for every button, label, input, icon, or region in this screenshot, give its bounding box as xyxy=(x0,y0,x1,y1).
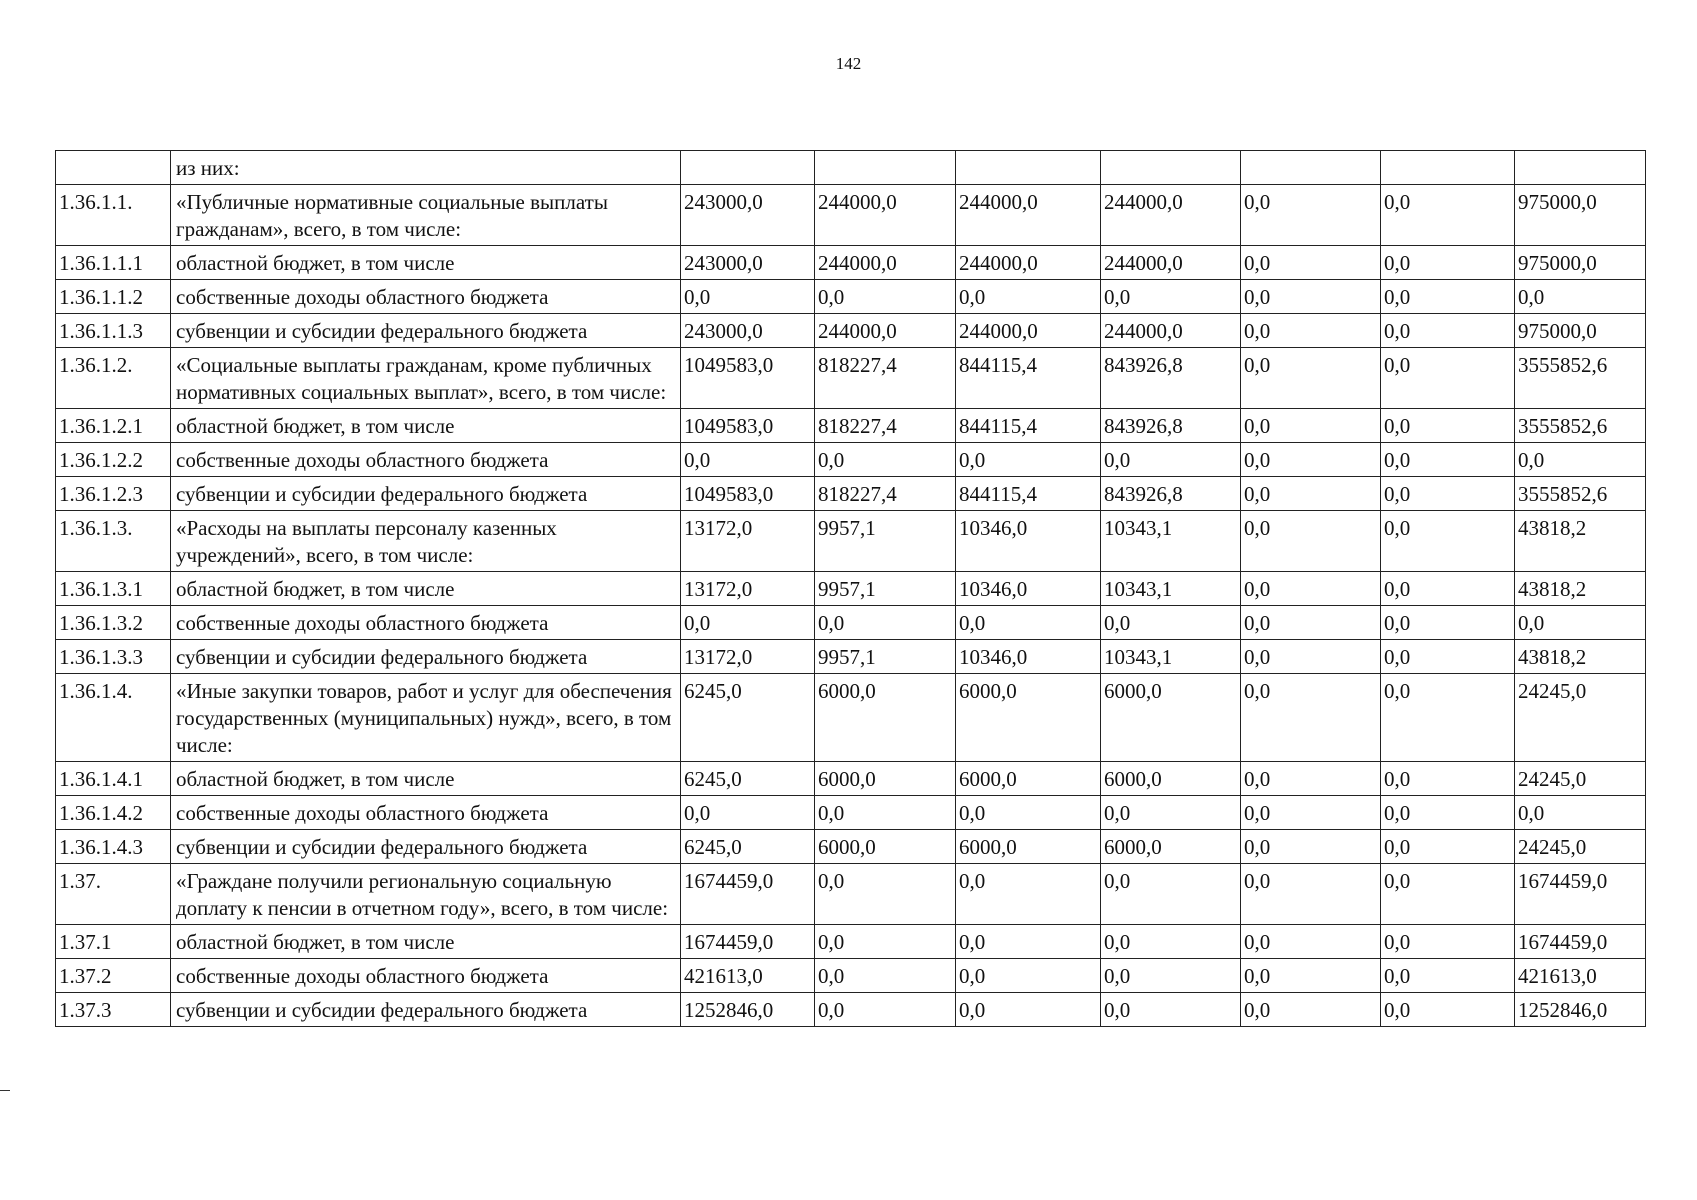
row-description: «Граждане получили региональную социальную доплату к пенсии в отчетном году», всего, в том числе: xyxy=(171,864,681,925)
row-description: областной бюджет, в том числе xyxy=(171,762,681,796)
value-cell: 243000,0 xyxy=(681,185,815,246)
value-cell: 244000,0 xyxy=(956,185,1101,246)
value-cell: 0,0 xyxy=(956,925,1101,959)
value-cell: 0,0 xyxy=(1381,477,1515,511)
value-cell: 6000,0 xyxy=(1101,762,1241,796)
table-row xyxy=(56,409,1646,443)
row-description: из них: xyxy=(171,151,681,185)
value-cell: 0,0 xyxy=(1381,830,1515,864)
value-cell: 1049583,0 xyxy=(681,409,815,443)
table-row xyxy=(56,348,1646,409)
value-cell: 0,0 xyxy=(1241,511,1381,572)
row-description: «Публичные нормативные социальные выплаты гражданам», всего, в том числе: xyxy=(171,185,681,246)
value-cell: 0,0 xyxy=(815,443,956,477)
value-cell: 975000,0 xyxy=(1515,185,1646,246)
value-cell: 844115,4 xyxy=(956,348,1101,409)
value-cell: 818227,4 xyxy=(815,348,956,409)
value-cell: 0,0 xyxy=(1381,796,1515,830)
value-cell: 243000,0 xyxy=(681,314,815,348)
value-cell: 6000,0 xyxy=(1101,830,1241,864)
value-cell: 0,0 xyxy=(1241,477,1381,511)
table-row xyxy=(56,572,1646,606)
value-cell: 0,0 xyxy=(815,796,956,830)
value-cell xyxy=(1101,151,1241,185)
value-cell: 0,0 xyxy=(1241,443,1381,477)
row-code: 1.36.1.2.2 xyxy=(56,443,171,477)
value-cell: 0,0 xyxy=(1101,796,1241,830)
table-row xyxy=(56,993,1646,1027)
value-cell: 0,0 xyxy=(1381,640,1515,674)
row-code: 1.36.1.2.1 xyxy=(56,409,171,443)
value-cell: 10346,0 xyxy=(956,511,1101,572)
table-row xyxy=(56,925,1646,959)
table-row xyxy=(56,246,1646,280)
value-cell: 975000,0 xyxy=(1515,314,1646,348)
value-cell: 0,0 xyxy=(956,796,1101,830)
value-cell xyxy=(1381,151,1515,185)
row-description: собственные доходы областного бюджета xyxy=(171,959,681,993)
row-code: 1.37. xyxy=(56,864,171,925)
value-cell: 1252846,0 xyxy=(1515,993,1646,1027)
value-cell: 13172,0 xyxy=(681,640,815,674)
row-description: «Расходы на выплаты персоналу казенных учреждений», всего, в том числе: xyxy=(171,511,681,572)
value-cell: 0,0 xyxy=(1515,606,1646,640)
value-cell: 0,0 xyxy=(1241,925,1381,959)
table-row xyxy=(56,640,1646,674)
value-cell: 3555852,6 xyxy=(1515,477,1646,511)
value-cell: 0,0 xyxy=(815,925,956,959)
value-cell: 244000,0 xyxy=(1101,185,1241,246)
row-description: субвенции и субсидии федерального бюджета xyxy=(171,314,681,348)
table-row xyxy=(56,606,1646,640)
table-row xyxy=(56,151,1646,185)
value-cell: 24245,0 xyxy=(1515,830,1646,864)
value-cell: 975000,0 xyxy=(1515,246,1646,280)
row-code: 1.36.1.1.1 xyxy=(56,246,171,280)
value-cell: 1049583,0 xyxy=(681,477,815,511)
value-cell: 0,0 xyxy=(1241,246,1381,280)
table-body xyxy=(56,151,1646,1027)
value-cell: 0,0 xyxy=(956,443,1101,477)
value-cell xyxy=(956,151,1101,185)
value-cell: 0,0 xyxy=(1381,246,1515,280)
value-cell: 0,0 xyxy=(1241,314,1381,348)
budget-table xyxy=(55,150,1646,1027)
row-description: областной бюджет, в том числе xyxy=(171,572,681,606)
value-cell: 244000,0 xyxy=(815,246,956,280)
value-cell: 421613,0 xyxy=(1515,959,1646,993)
value-cell: 9957,1 xyxy=(815,572,956,606)
row-code: 1.36.1.4. xyxy=(56,674,171,762)
value-cell: 0,0 xyxy=(1381,185,1515,246)
table-row xyxy=(56,314,1646,348)
table-row xyxy=(56,280,1646,314)
value-cell: 243000,0 xyxy=(681,246,815,280)
value-cell: 0,0 xyxy=(1101,864,1241,925)
value-cell: 0,0 xyxy=(681,280,815,314)
value-cell: 0,0 xyxy=(1515,796,1646,830)
value-cell: 6000,0 xyxy=(956,762,1101,796)
value-cell: 0,0 xyxy=(815,864,956,925)
value-cell: 13172,0 xyxy=(681,511,815,572)
value-cell: 1252846,0 xyxy=(681,993,815,1027)
value-cell: 0,0 xyxy=(1241,348,1381,409)
table-row xyxy=(56,830,1646,864)
page-number: 142 xyxy=(835,54,862,73)
value-cell: 844115,4 xyxy=(956,477,1101,511)
value-cell: 244000,0 xyxy=(1101,246,1241,280)
value-cell: 0,0 xyxy=(956,959,1101,993)
value-cell: 0,0 xyxy=(1101,443,1241,477)
value-cell: 6000,0 xyxy=(1101,674,1241,762)
row-description: собственные доходы областного бюджета xyxy=(171,606,681,640)
value-cell: 43818,2 xyxy=(1515,572,1646,606)
row-description: субвенции и субсидии федерального бюджета xyxy=(171,640,681,674)
value-cell: 0,0 xyxy=(1241,185,1381,246)
value-cell: 0,0 xyxy=(1241,674,1381,762)
row-description: субвенции и субсидии федерального бюджета xyxy=(171,993,681,1027)
value-cell: 43818,2 xyxy=(1515,511,1646,572)
value-cell: 0,0 xyxy=(815,993,956,1027)
row-description: областной бюджет, в том числе xyxy=(171,409,681,443)
value-cell: 10346,0 xyxy=(956,572,1101,606)
margin-mark xyxy=(0,1090,10,1091)
value-cell: 0,0 xyxy=(956,864,1101,925)
value-cell: 0,0 xyxy=(1101,280,1241,314)
value-cell: 0,0 xyxy=(815,280,956,314)
value-cell: 0,0 xyxy=(1241,606,1381,640)
value-cell: 6000,0 xyxy=(815,830,956,864)
row-code: 1.36.1.2. xyxy=(56,348,171,409)
table-row xyxy=(56,796,1646,830)
value-cell: 0,0 xyxy=(1241,830,1381,864)
value-cell: 0,0 xyxy=(1381,443,1515,477)
value-cell: 6000,0 xyxy=(956,674,1101,762)
row-code: 1.36.1.1. xyxy=(56,185,171,246)
value-cell: 0,0 xyxy=(1241,572,1381,606)
value-cell: 0,0 xyxy=(1241,640,1381,674)
row-description: субвенции и субсидии федерального бюджета xyxy=(171,830,681,864)
row-code: 1.37.1 xyxy=(56,925,171,959)
value-cell xyxy=(1241,151,1381,185)
value-cell: 0,0 xyxy=(1381,674,1515,762)
value-cell: 9957,1 xyxy=(815,640,956,674)
value-cell: 0,0 xyxy=(1101,606,1241,640)
value-cell: 1674459,0 xyxy=(681,864,815,925)
value-cell: 13172,0 xyxy=(681,572,815,606)
value-cell: 0,0 xyxy=(681,796,815,830)
value-cell: 0,0 xyxy=(1241,762,1381,796)
row-code: 1.36.1.1.2 xyxy=(56,280,171,314)
value-cell: 0,0 xyxy=(1515,443,1646,477)
value-cell: 0,0 xyxy=(1381,925,1515,959)
value-cell: 0,0 xyxy=(1381,348,1515,409)
value-cell: 0,0 xyxy=(956,606,1101,640)
value-cell: 3555852,6 xyxy=(1515,409,1646,443)
value-cell: 0,0 xyxy=(1381,864,1515,925)
row-description: «Иные закупки товаров, работ и услуг для обеспечения государственных (муниципальных) нужд», всего, в том числе: xyxy=(171,674,681,762)
value-cell: 10343,1 xyxy=(1101,640,1241,674)
row-code: 1.37.2 xyxy=(56,959,171,993)
value-cell: 1049583,0 xyxy=(681,348,815,409)
row-description: субвенции и субсидии федерального бюджета xyxy=(171,477,681,511)
value-cell: 1674459,0 xyxy=(681,925,815,959)
value-cell: 0,0 xyxy=(1241,280,1381,314)
value-cell: 3555852,6 xyxy=(1515,348,1646,409)
value-cell: 0,0 xyxy=(1381,762,1515,796)
row-code: 1.36.1.3.1 xyxy=(56,572,171,606)
row-description: «Социальные выплаты гражданам, кроме публичных нормативных социальных выплат», всего, в том числе: xyxy=(171,348,681,409)
value-cell: 6000,0 xyxy=(815,762,956,796)
value-cell: 10346,0 xyxy=(956,640,1101,674)
value-cell: 0,0 xyxy=(815,606,956,640)
row-code: 1.37.3 xyxy=(56,993,171,1027)
value-cell: 0,0 xyxy=(956,280,1101,314)
row-code: 1.36.1.3.2 xyxy=(56,606,171,640)
row-code: 1.36.1.2.3 xyxy=(56,477,171,511)
value-cell: 6000,0 xyxy=(815,674,956,762)
row-code: 1.36.1.4.1 xyxy=(56,762,171,796)
value-cell: 1674459,0 xyxy=(1515,925,1646,959)
value-cell: 43818,2 xyxy=(1515,640,1646,674)
value-cell: 0,0 xyxy=(1241,993,1381,1027)
value-cell: 0,0 xyxy=(1381,409,1515,443)
row-description: областной бюджет, в том числе xyxy=(171,246,681,280)
value-cell: 24245,0 xyxy=(1515,762,1646,796)
row-description: собственные доходы областного бюджета xyxy=(171,796,681,830)
value-cell: 0,0 xyxy=(1381,511,1515,572)
value-cell: 843926,8 xyxy=(1101,348,1241,409)
value-cell: 0,0 xyxy=(681,443,815,477)
table-row xyxy=(56,674,1646,762)
row-description: собственные доходы областного бюджета xyxy=(171,443,681,477)
row-description: областной бюджет, в том числе xyxy=(171,925,681,959)
table-row xyxy=(56,959,1646,993)
row-code: 1.36.1.3. xyxy=(56,511,171,572)
row-code xyxy=(56,151,171,185)
value-cell xyxy=(681,151,815,185)
row-code: 1.36.1.1.3 xyxy=(56,314,171,348)
value-cell: 421613,0 xyxy=(681,959,815,993)
value-cell: 244000,0 xyxy=(1101,314,1241,348)
value-cell: 244000,0 xyxy=(956,246,1101,280)
value-cell: 9957,1 xyxy=(815,511,956,572)
value-cell: 6245,0 xyxy=(681,830,815,864)
value-cell xyxy=(1515,151,1646,185)
table-row xyxy=(56,185,1646,246)
value-cell: 6000,0 xyxy=(956,830,1101,864)
value-cell: 10343,1 xyxy=(1101,511,1241,572)
value-cell: 0,0 xyxy=(1101,993,1241,1027)
table-row xyxy=(56,477,1646,511)
row-description: собственные доходы областного бюджета xyxy=(171,280,681,314)
value-cell: 0,0 xyxy=(1241,864,1381,925)
table-row xyxy=(56,762,1646,796)
value-cell: 0,0 xyxy=(1101,925,1241,959)
value-cell: 10343,1 xyxy=(1101,572,1241,606)
value-cell: 0,0 xyxy=(1241,959,1381,993)
value-cell: 24245,0 xyxy=(1515,674,1646,762)
value-cell: 6245,0 xyxy=(681,762,815,796)
row-code: 1.36.1.3.3 xyxy=(56,640,171,674)
value-cell: 844115,4 xyxy=(956,409,1101,443)
table-row xyxy=(56,443,1646,477)
value-cell: 1674459,0 xyxy=(1515,864,1646,925)
value-cell: 843926,8 xyxy=(1101,477,1241,511)
value-cell: 0,0 xyxy=(1381,572,1515,606)
value-cell: 0,0 xyxy=(1381,280,1515,314)
row-code: 1.36.1.4.2 xyxy=(56,796,171,830)
value-cell: 6245,0 xyxy=(681,674,815,762)
value-cell: 0,0 xyxy=(1381,606,1515,640)
value-cell: 244000,0 xyxy=(815,314,956,348)
row-code: 1.36.1.4.3 xyxy=(56,830,171,864)
table-row xyxy=(56,864,1646,925)
value-cell: 244000,0 xyxy=(956,314,1101,348)
table-row xyxy=(56,511,1646,572)
value-cell: 0,0 xyxy=(956,993,1101,1027)
value-cell xyxy=(815,151,956,185)
value-cell: 0,0 xyxy=(1381,959,1515,993)
value-cell: 843926,8 xyxy=(1101,409,1241,443)
value-cell: 0,0 xyxy=(681,606,815,640)
value-cell: 0,0 xyxy=(1381,314,1515,348)
value-cell: 0,0 xyxy=(1515,280,1646,314)
value-cell: 0,0 xyxy=(1381,993,1515,1027)
value-cell: 0,0 xyxy=(1101,959,1241,993)
value-cell: 0,0 xyxy=(815,959,956,993)
value-cell: 818227,4 xyxy=(815,409,956,443)
value-cell: 818227,4 xyxy=(815,477,956,511)
value-cell: 0,0 xyxy=(1241,796,1381,830)
value-cell: 244000,0 xyxy=(815,185,956,246)
value-cell: 0,0 xyxy=(1241,409,1381,443)
